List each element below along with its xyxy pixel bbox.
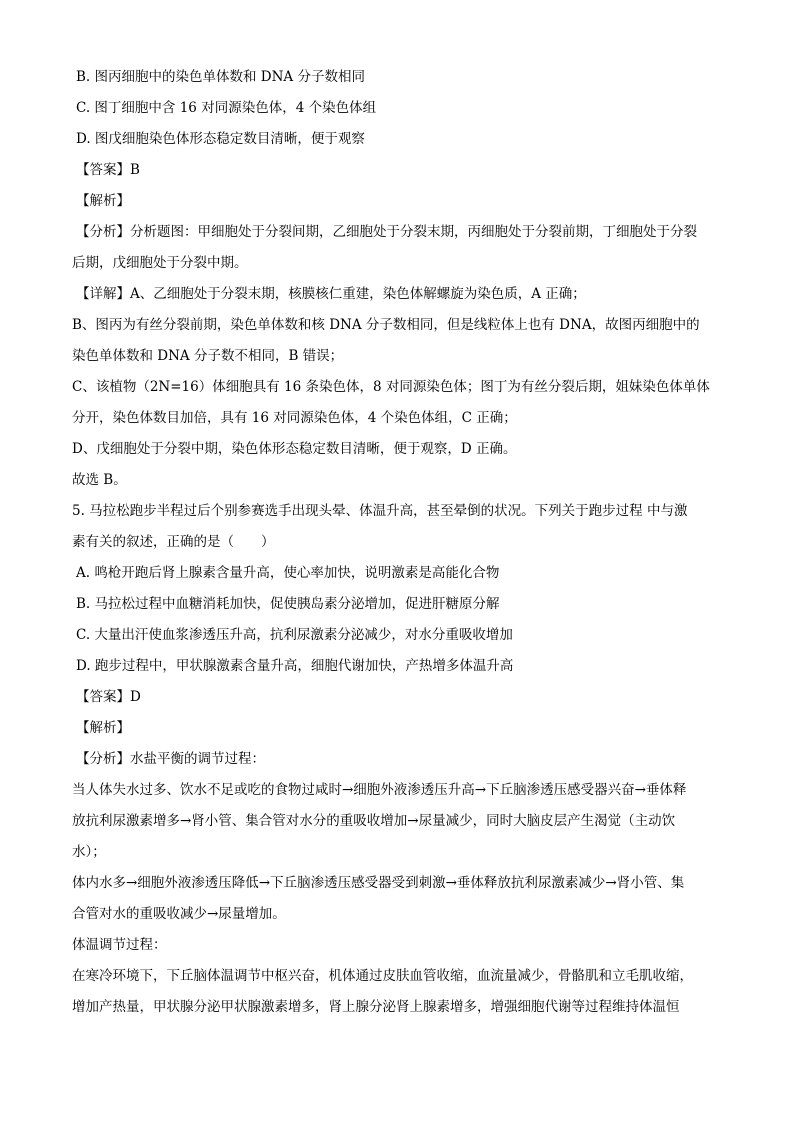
analysis-heading-q4: 【解析】 bbox=[76, 193, 130, 209]
option-d-q5: D. 跑步过程中，甲状腺激素含量升高，细胞代谢加快，产热增多体温升高 bbox=[76, 658, 514, 674]
analysis-fenxi-q5-3: 放抗利尿激素增多→肾小管、集合管对水分的重吸收增加→尿量减少，同时大脑皮层产生渴觉（主动饮 bbox=[72, 813, 676, 829]
question-5-stem-1: 5. 马拉松跑步半程过后个别参赛选手出现头晕、体温升高，甚至晕倒的状况。下列关于跑步过程 中与激 bbox=[72, 503, 688, 519]
analysis-fenxi-q5-1: 【分析】水盐平衡的调节过程： bbox=[76, 751, 265, 767]
document-body bbox=[72, 62, 722, 1023]
question-5-stem-2: 素有关的叙述，正确的是（ ） bbox=[72, 534, 275, 550]
analysis-xiangjie-q4-6: D、戊细胞处于分裂中期，染色体形态稳定数目清晰，便于观察，D 正确。 bbox=[72, 441, 517, 457]
conclusion-q4: 故选 B。 bbox=[72, 472, 127, 488]
option-b-q4: B. 图丙细胞中的染色单体数和 DNA 分子数相同 bbox=[76, 69, 365, 85]
analysis-xiangjie-q4-2: B、图丙为有丝分裂前期，染色单体数和核 DNA 分子数相同，但是线粒体上也有 DNA，故图丙细胞中的 bbox=[72, 317, 700, 333]
analysis-fenxi-q5-2: 当人体失水过多、饮水不足或吃的食物过咸时→细胞外液渗透压升高→下丘脑渗透压感受器兴奋→垂体释 bbox=[72, 782, 687, 798]
analysis-fenxi-q5-4: 水）； bbox=[72, 844, 106, 860]
analysis-xiangjie-q4-3: 染色单体数和 DNA 分子数不相同，B 错误； bbox=[72, 348, 344, 364]
answer-q4: 【答案】B bbox=[76, 162, 140, 178]
option-c-q4: C. 图丁细胞中含 16 对同源染色体，4 个染色体组 bbox=[76, 100, 377, 116]
option-a-q5: A. 鸣枪开跑后肾上腺素含量升高，使心率加快，说明激素是高能化合物 bbox=[76, 565, 500, 581]
analysis-fenxi-q5-7: 体温调节过程： bbox=[72, 937, 167, 953]
answer-q5: 【答案】D bbox=[76, 689, 141, 705]
analysis-fenxi-q5-6: 合管对水的重吸收减少→尿量增加。 bbox=[72, 906, 286, 922]
analysis-fenxi-q5-5: 体内水多→细胞外液渗透压降低→下丘脑渗透压感受器受到刺激→垂体释放抗利尿激素减少→肾小管、集 bbox=[72, 875, 685, 891]
analysis-xiangjie-q4-5: 分开，染色体数目加倍，具有 16 对同源染色体，4 个染色体组，C 正确； bbox=[72, 410, 517, 426]
analysis-xiangjie-q4-1: 【详解】A、乙细胞处于分裂末期，核膜核仁重建，染色体解螺旋为染色质，A 正确； bbox=[76, 286, 586, 302]
option-c-q5: C. 大量出汗使血浆渗透压升高，抗利尿激素分泌减少，对水分重吸收增加 bbox=[76, 627, 513, 643]
analysis-fenxi-q5-9: 增加产热量，甲状腺分泌甲状腺激素增多，肾上腺分泌肾上腺素增多，增强细胞代谢等过程维持体温恒 bbox=[72, 999, 680, 1015]
analysis-fenxi-q5-8: 在寒冷环境下，下丘脑体温调节中枢兴奋，机体通过皮肤血管收缩，血流量减少，骨骼肌和立毛肌收缩， bbox=[72, 968, 693, 984]
analysis-fenxi-q4-1: 【分析】分析题图：甲细胞处于分裂间期，乙细胞处于分裂末期，丙细胞处于分裂前期，丁细胞处于分裂 bbox=[76, 224, 697, 240]
analysis-fenxi-q4-2: 后期，戊细胞处于分裂中期。 bbox=[72, 255, 248, 271]
option-b-q5: B. 马拉松过程中血糖消耗加快，促使胰岛素分泌增加，促进肝糖原分解 bbox=[76, 596, 500, 612]
analysis-xiangjie-q4-4: C、该植物（2N=16）体细胞具有 16 条染色体，8 对同源染色体；图丁为有丝分裂后期，姐妹染色体单体 bbox=[72, 379, 710, 395]
analysis-heading-q5: 【解析】 bbox=[76, 720, 130, 736]
option-d-q4: D. 图戊细胞染色体形态稳定数目清晰，便于观察 bbox=[76, 131, 365, 147]
